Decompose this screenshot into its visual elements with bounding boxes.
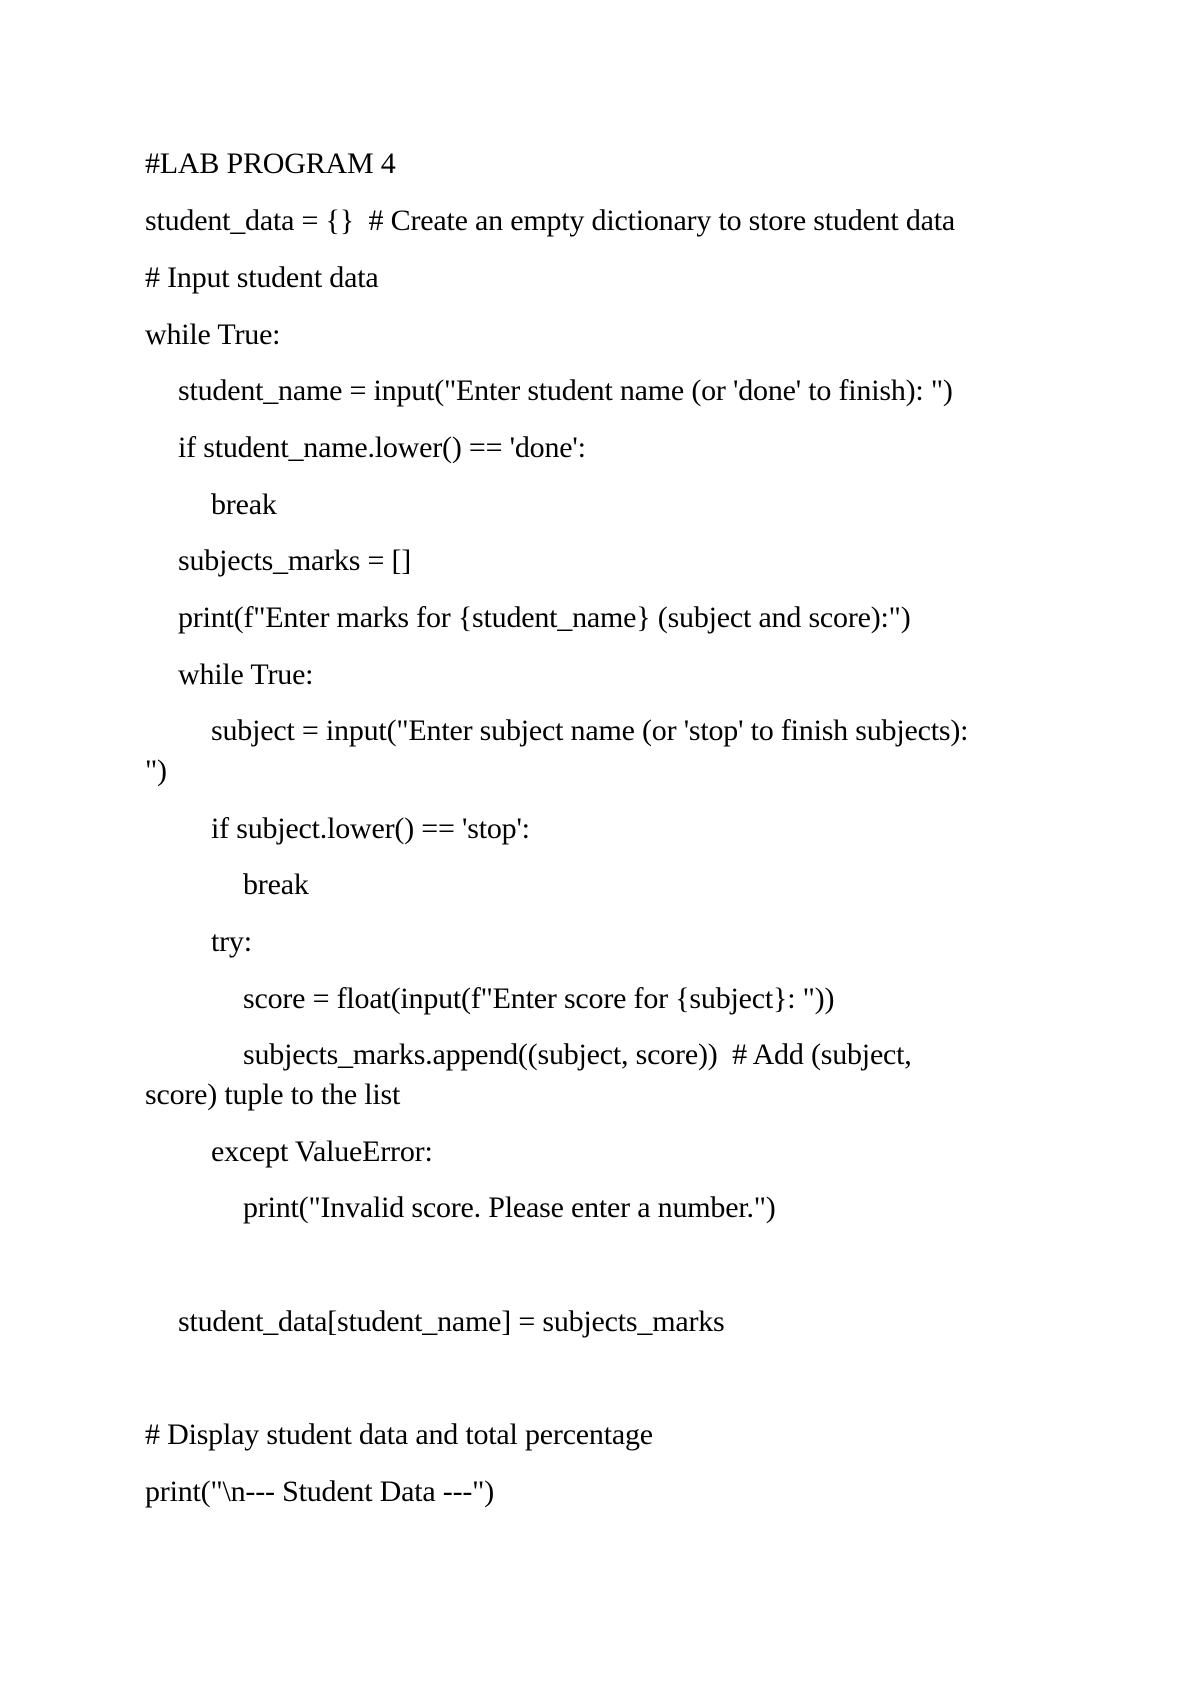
code-line-4: while True: <box>145 318 281 351</box>
code-line-7: break <box>211 488 277 521</box>
code-line-5: student_name = input("Enter student name (or 'done' to finish): ") <box>178 374 953 407</box>
code-line-8: subjects_marks = [] <box>178 544 412 577</box>
code-line-6: if student_name.lower() == 'done': <box>178 431 586 464</box>
code-line-15: try: <box>211 925 252 958</box>
code-line-2: student_data = {} # Create an empty dictionary to store student data <box>145 204 956 237</box>
code-line-23: print("\n--- Student Data ---") <box>145 1475 495 1508</box>
code-line-12: ") <box>145 754 167 787</box>
code-line-11: subject = input("Enter subject name (or 'stop' to finish subjects): <box>211 714 969 747</box>
code-line-14: break <box>243 868 309 901</box>
code-line-9: print(f"Enter marks for {student_name} (subject and score):") <box>178 601 911 634</box>
code-line-3: # Input student data <box>145 261 379 294</box>
code-line-10: while True: <box>178 658 314 691</box>
code-line-19: except ValueError: <box>211 1135 433 1168</box>
code-line-20: print("Invalid score. Please enter a number.") <box>243 1191 776 1224</box>
code-line-17: subjects_marks.append((subject, score)) # Add (subject, <box>243 1038 912 1071</box>
code-line-22: # Display student data and total percentage <box>145 1418 653 1451</box>
code-line-1: #LAB PROGRAM 4 <box>145 147 396 180</box>
code-line-16: score = float(input(f"Enter score for {subject}: ")) <box>243 982 835 1015</box>
code-line-21: student_data[student_name] = subjects_marks <box>178 1305 725 1338</box>
code-line-13: if subject.lower() == 'stop': <box>211 812 530 845</box>
code-line-18: score) tuple to the list <box>145 1078 401 1111</box>
